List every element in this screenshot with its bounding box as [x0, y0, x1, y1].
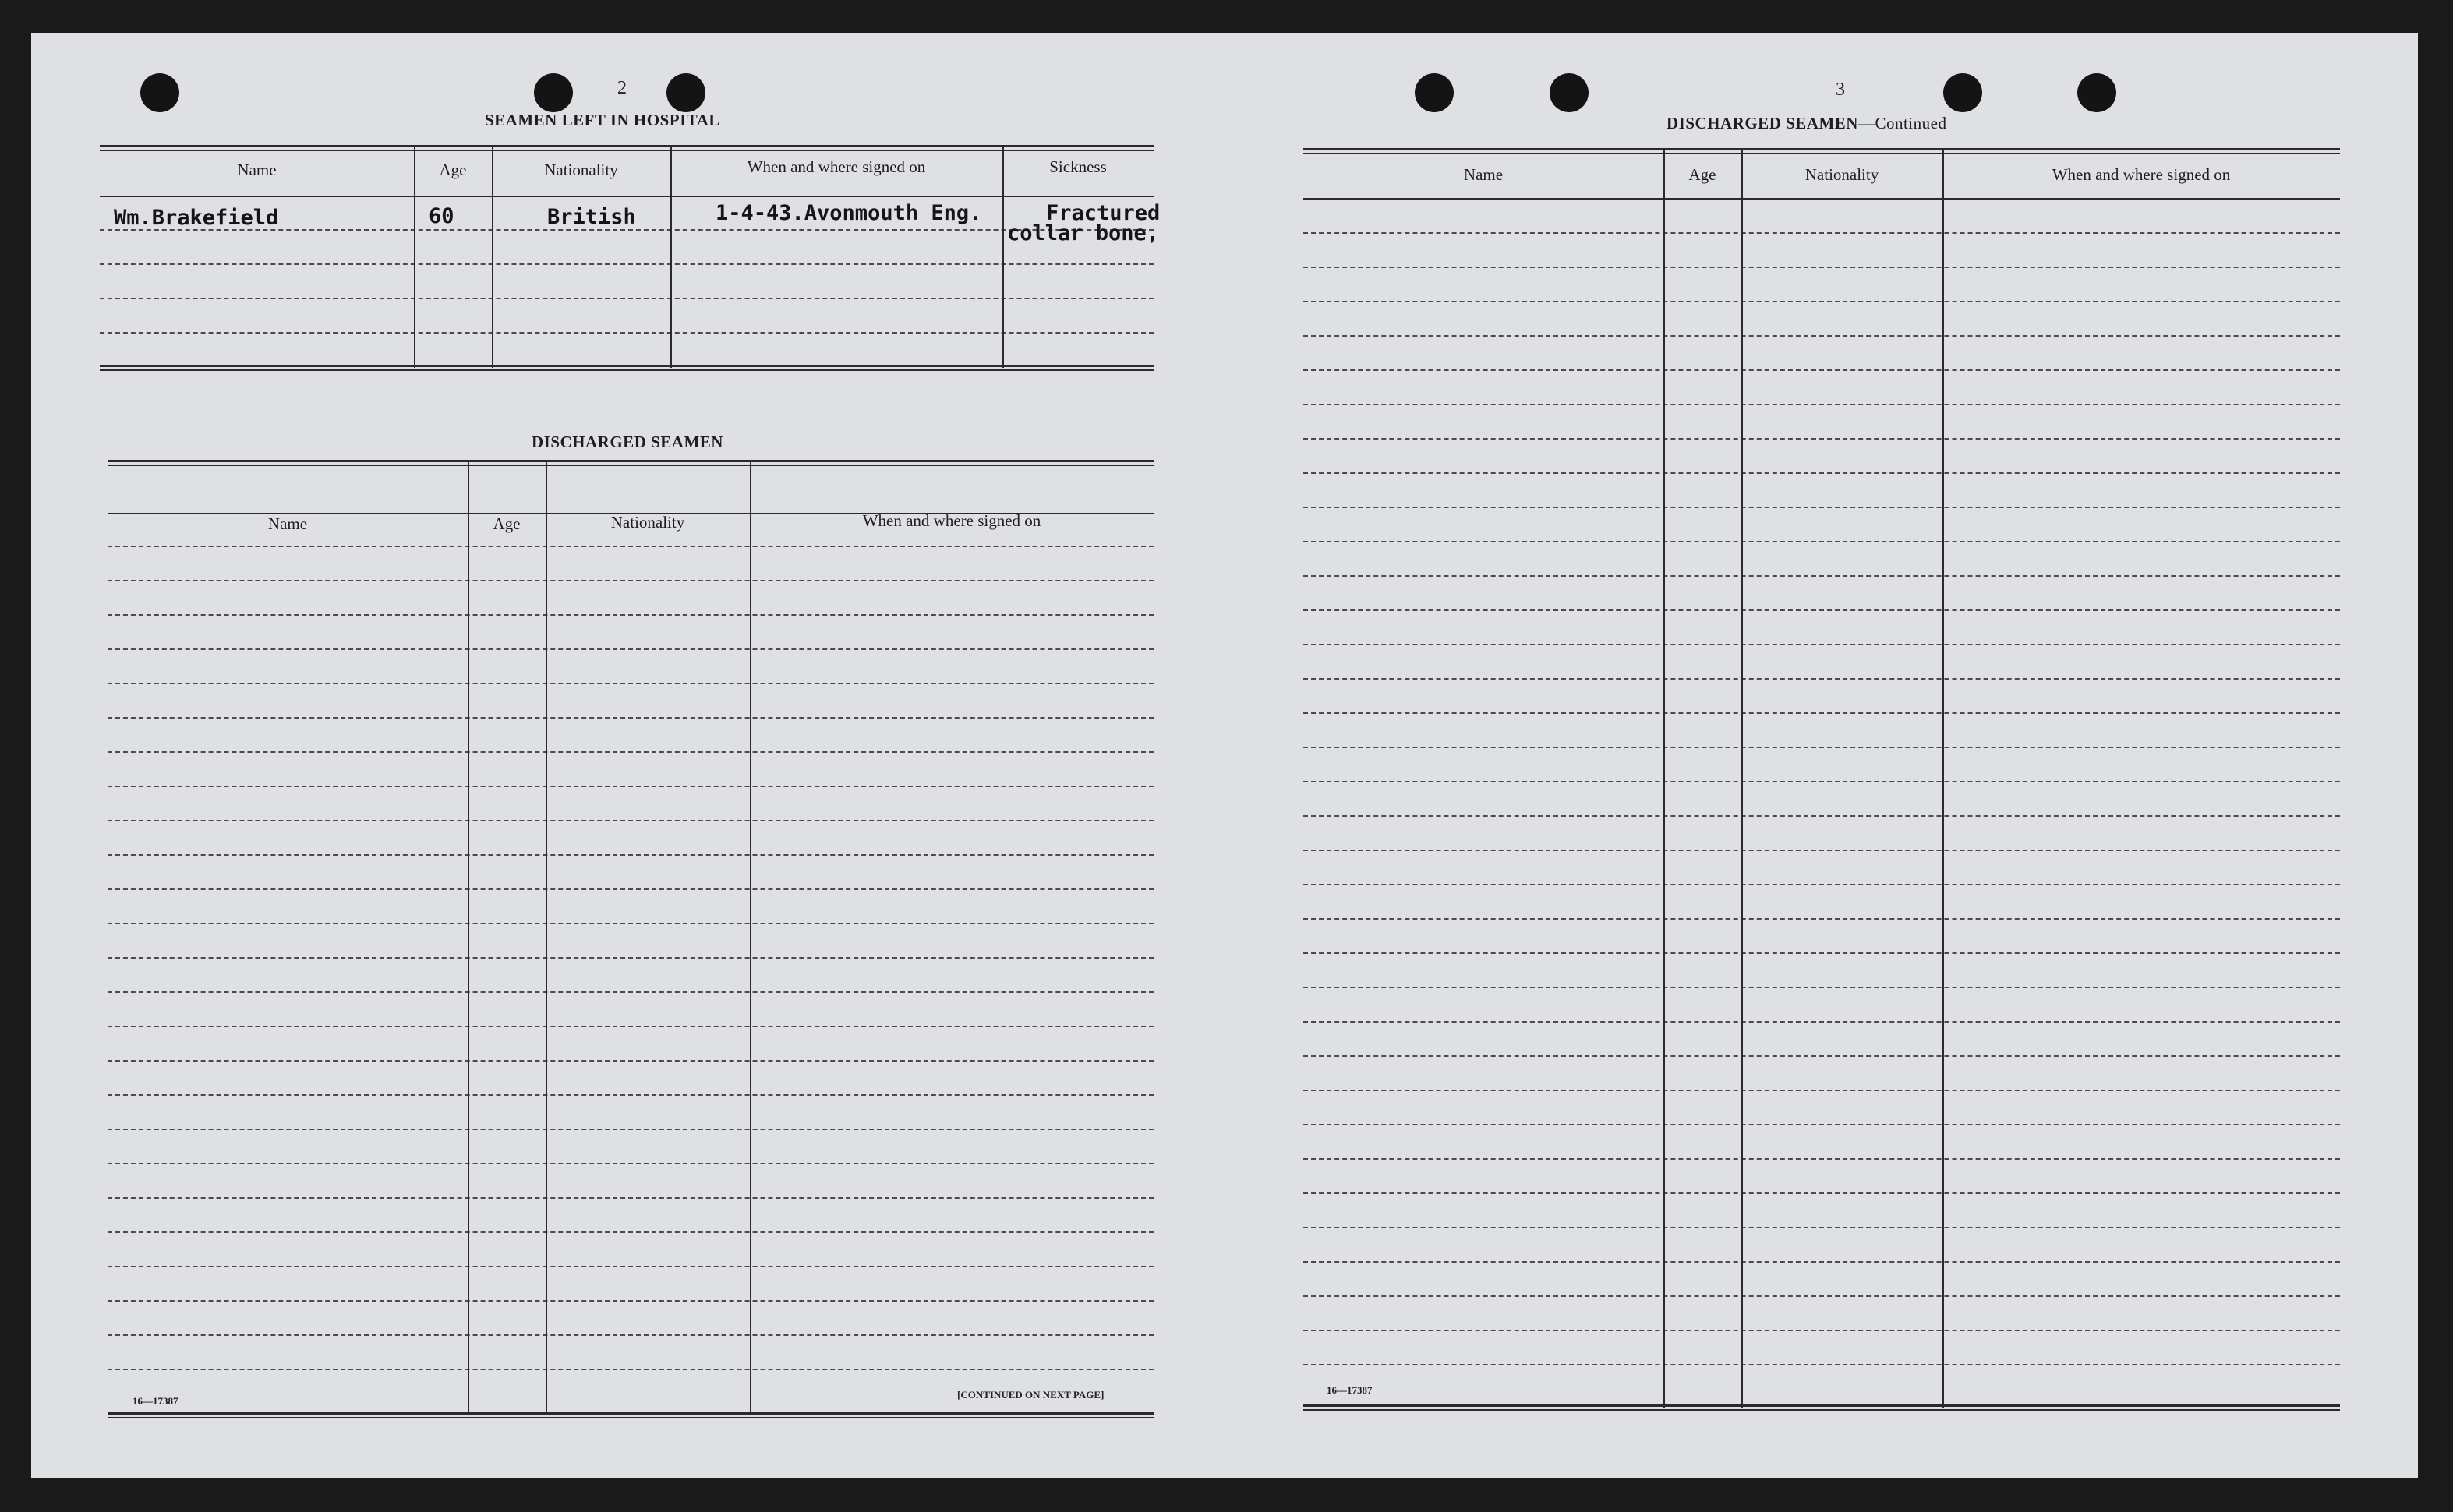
hospital-row-age: 60	[429, 204, 454, 228]
col-header-nationality: Nationality	[610, 513, 685, 532]
page-number-left: 2	[617, 78, 627, 98]
punch-hole	[534, 73, 573, 112]
punch-hole	[2077, 73, 2116, 112]
form-code-left: 16—17387	[133, 1395, 178, 1407]
punch-hole	[1415, 73, 1454, 112]
hospital-row-name: Wm.Brakefield	[114, 206, 279, 230]
discharged-table-right	[1303, 148, 2340, 1426]
col-header-signed-on: When and where signed on	[747, 157, 926, 176]
hospital-row-sickness-2: collar bone,	[1007, 221, 1160, 246]
hospital-row-signed-on: 1-4-43.Avonmouth Eng.	[716, 201, 982, 225]
hospital-section-title: SEAMEN LEFT IN HOSPITAL	[485, 111, 720, 129]
col-header-age: Age	[1688, 165, 1716, 184]
col-header-sickness: Sickness	[1049, 157, 1107, 176]
col-header-nationality: Nationality	[544, 161, 618, 179]
col-header-nationality: Nationality	[1804, 165, 1879, 184]
punch-hole	[1550, 73, 1589, 112]
col-header-name: Name	[1463, 165, 1504, 184]
discharged-section-title: DISCHARGED SEAMEN	[532, 433, 723, 451]
col-header-signed-on: When and where signed on	[2052, 165, 2231, 184]
col-header-age: Age	[493, 514, 521, 533]
form-code-right: 16—17387	[1327, 1384, 1373, 1396]
document-sheet	[31, 33, 2418, 1478]
col-header-age: Age	[439, 161, 467, 179]
title-bold: DISCHARGED SEAMEN	[1667, 114, 1858, 132]
hospital-table	[100, 145, 1161, 449]
discharged-continued-title	[1667, 114, 1946, 133]
continued-note: [CONTINUED ON NEXT PAGE]	[957, 1389, 1105, 1401]
col-header-name: Name	[267, 514, 308, 533]
hospital-row-nationality: British	[547, 205, 636, 229]
punch-hole	[140, 73, 179, 112]
title-continued: —Continued	[1857, 114, 1947, 132]
discharged-table-left	[108, 460, 1154, 1426]
punch-hole	[666, 73, 705, 112]
col-header-signed-on: When and where signed on	[862, 511, 1041, 530]
punch-hole	[1943, 73, 1982, 112]
page-number-right: 3	[1836, 79, 1845, 100]
hospital-row-sickness-1: Fractured	[1046, 201, 1161, 225]
col-header-name: Name	[237, 161, 277, 179]
